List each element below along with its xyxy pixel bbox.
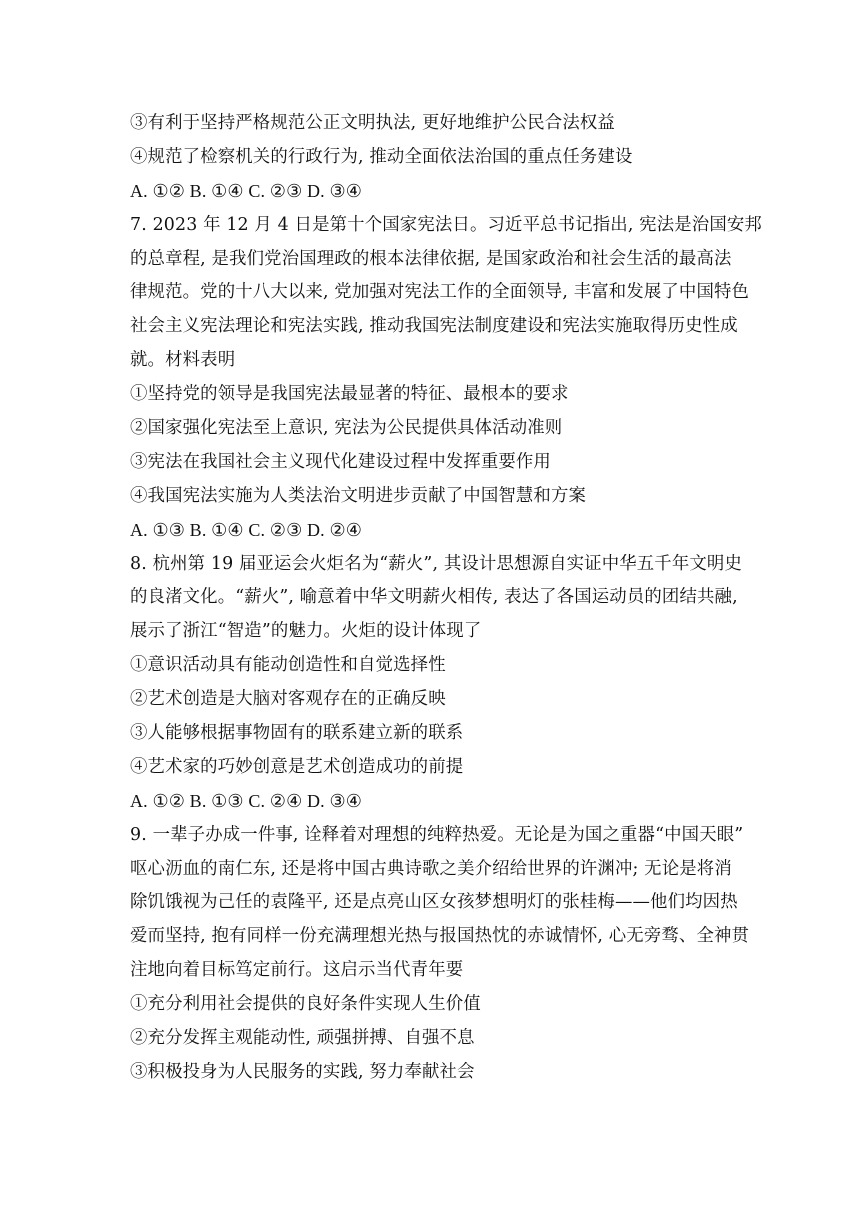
question-9-text-line: 呕心沥血的南仁东, 还是将中国古典诗歌之美介绍给世界的许渊冲; 无论是将消 [130, 858, 732, 879]
question-7-text-line: 律规范。党的十八大以来, 党加强对宪法工作的全面领导, 丰富和发展了中国特色 [130, 282, 750, 303]
option-2-q8: ②艺术创造是大脑对客观存在的正确反映 [130, 689, 446, 710]
option-4-q8: ④艺术家的巧妙创意是艺术创造成功的前提 [130, 756, 464, 777]
question-7-text-line: 7. 2023 年 12 月 4 日是第十个国家宪法日。习近平总书记指出, 宪法是治国安邦 [130, 214, 762, 235]
question-8-text-line: 的良渚文化。“薪火”, 喻意着中华文明薪火相传, 表达了各国运动员的团结共融, [130, 587, 738, 608]
document-body [130, 107, 762, 1090]
question-8-text-line: 展示了浙江“智造”的魅力。火炬的设计体现了 [130, 621, 482, 642]
option-3-q9: ③积极投身为人民服务的实践, 努力奉献社会 [130, 1061, 475, 1082]
option-3-q7: ③宪法在我国社会主义现代化建设过程中发挥重要作用 [130, 451, 551, 472]
option-1-q8: ①意识活动具有能动创造性和自觉选择性 [130, 655, 446, 676]
question-9-text-line: 9. 一辈子办成一件事, 诠释着对理想的纯粹热爱。无论是为国之重器“中国天眼” [130, 824, 744, 845]
question-7-text-line: 的总章程, 是我们党治国理政的根本法律依据, 是国家政治和社会生活的最高法 [130, 248, 732, 269]
answer-choices-q8: A. ①② B. ①③ C. ②④ D. ③④ [130, 790, 363, 811]
option-2-q7: ②国家强化宪法至上意识, 宪法为公民提供具体活动准则 [130, 418, 563, 439]
question-8-text-line: 8. 杭州第 19 届亚运会火炬名为“薪火”, 其设计思想源自实证中华五千年文明史 [130, 553, 743, 574]
question-7-text-line: 社会主义宪法理论和宪法实践, 推动我国宪法制度建设和宪法实施取得历史性成 [130, 316, 738, 337]
option-3-q8: ③人能够根据事物固有的联系建立新的联系 [130, 723, 464, 744]
option-4-q6: ④规范了检察机关的行政行为, 推动全面依法治国的重点任务建设 [130, 146, 633, 167]
option-1-q9: ①充分利用社会提供的良好条件实现人生价值 [130, 994, 481, 1015]
answer-choices-q7: A. ①③ B. ①④ C. ②③ D. ②④ [130, 519, 363, 540]
question-9-text-line: 爱而坚持, 抱有同样一份充满理想光热与报国热忱的赤诚情怀, 心无旁骛、全神贯 [130, 926, 750, 947]
option-1-q7: ①坚持党的领导是我国宪法最显著的特征、最根本的要求 [130, 384, 569, 405]
question-7-text-line: 就。材料表明 [130, 350, 236, 371]
answer-choices-q6: A. ①② B. ①④ C. ②③ D. ③④ [130, 180, 363, 201]
option-3-q6: ③有利于坚持严格规范公正文明执法, 更好地维护公民合法权益 [130, 113, 615, 133]
option-2-q9: ②充分发挥主观能动性, 顽强拼搏、自强不息 [130, 1028, 475, 1049]
question-9-text-line: 注地向着目标笃定前行。这启示当代青年要 [130, 960, 464, 981]
option-4-q7: ④我国宪法实施为人类法治文明进步贡献了中国智慧和方案 [130, 485, 587, 506]
question-9-text-line: 除饥饿视为己任的袁隆平, 还是点亮山区女孩梦想明灯的张桂梅——他们均因热 [130, 892, 738, 913]
